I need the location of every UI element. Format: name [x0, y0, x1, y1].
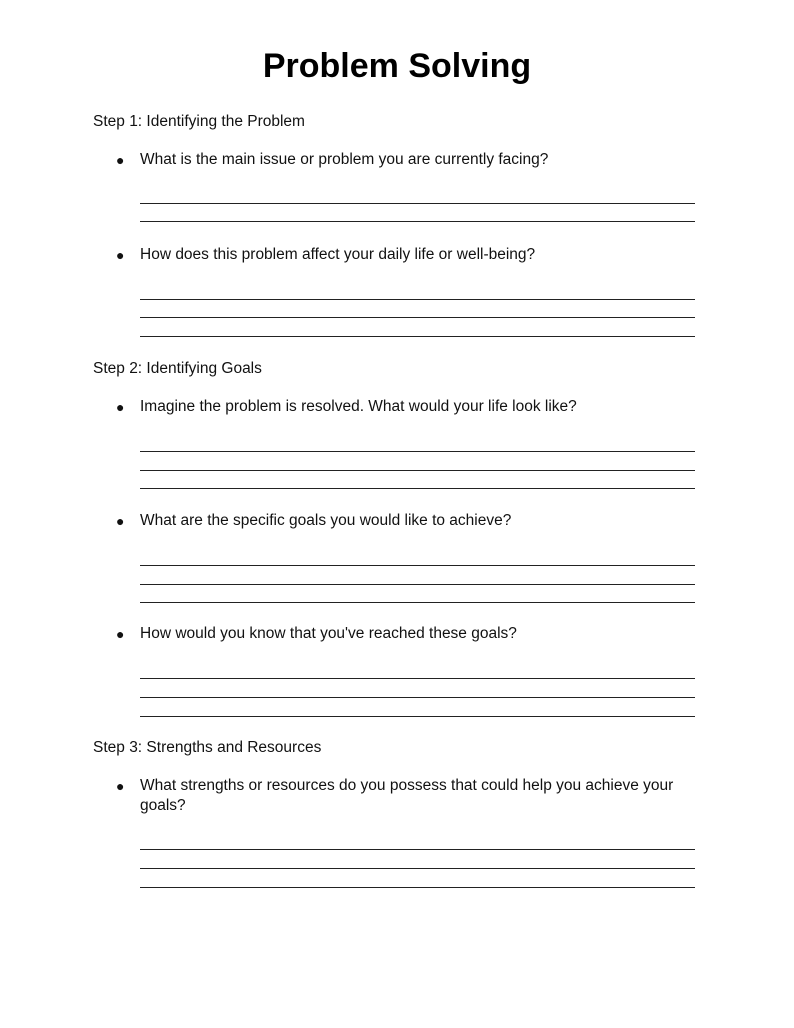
bullet-icon: ●: [116, 152, 125, 168]
answer-line[interactable]: [140, 221, 695, 222]
answer-line[interactable]: [140, 451, 695, 452]
answer-line[interactable]: [140, 488, 695, 489]
answer-line[interactable]: [140, 584, 695, 585]
question-text: How would you know that you've reached these goals?: [140, 625, 517, 642]
answer-line[interactable]: [140, 697, 695, 698]
answer-line[interactable]: [140, 470, 695, 471]
answer-line[interactable]: [140, 849, 695, 850]
answer-line[interactable]: [140, 336, 695, 337]
answer-line[interactable]: [140, 317, 695, 318]
bullet-icon: ●: [116, 247, 125, 263]
answer-line[interactable]: [140, 887, 695, 888]
answer-line[interactable]: [140, 716, 695, 717]
bullet-icon: ●: [116, 399, 125, 415]
bullet-icon: ●: [116, 778, 125, 794]
question-text: How does this problem affect your daily life or well-being?: [140, 246, 536, 263]
answer-line[interactable]: [140, 299, 695, 300]
page-title: Problem Solving: [262, 47, 532, 85]
question-text: What strengths or resources do you possess that could help you achieve your goals?: [140, 777, 674, 814]
bullet-icon: ●: [116, 513, 125, 529]
step-3-heading: Step 3: Strengths and Resources: [93, 739, 322, 756]
answer-line[interactable]: [140, 678, 695, 679]
question-text: What is the main issue or problem you are currently facing?: [140, 151, 549, 168]
answer-line[interactable]: [140, 203, 695, 204]
step-2-heading: Step 2: Identifying Goals: [93, 360, 262, 377]
answer-line[interactable]: [140, 868, 695, 869]
bullet-icon: ●: [116, 626, 125, 642]
question-text: Imagine the problem is resolved. What would your life look like?: [140, 398, 577, 415]
step-1-heading: Step 1: Identifying the Problem: [93, 113, 305, 130]
question-text: What are the specific goals you would like to achieve?: [140, 512, 512, 529]
answer-line[interactable]: [140, 602, 695, 603]
answer-line[interactable]: [140, 565, 695, 566]
